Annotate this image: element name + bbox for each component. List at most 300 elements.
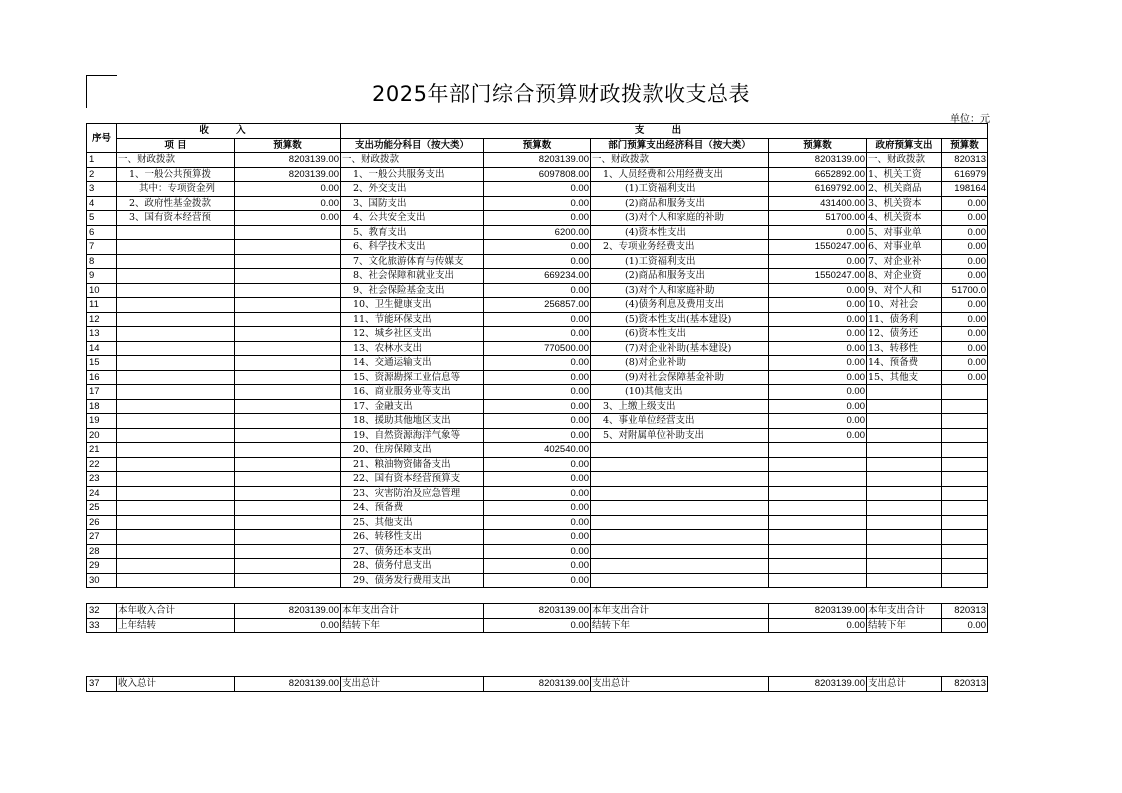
- row-number: 11: [87, 298, 117, 313]
- header-gov-amount: 预算数: [942, 138, 988, 153]
- func-item: 7、文化旅游体育与传媒支: [341, 254, 484, 269]
- income-amount: [235, 356, 341, 371]
- gov-item: 本年支出合计: [867, 604, 942, 619]
- income-item: [117, 501, 235, 516]
- row-number: 14: [87, 341, 117, 356]
- func-amount: 0.00: [484, 356, 591, 371]
- gov-item: [867, 501, 942, 516]
- func-amount: 0.00: [484, 457, 591, 472]
- income-item: [117, 443, 235, 458]
- gov-item: 15、其他支: [867, 370, 942, 385]
- table-row: [87, 573, 988, 588]
- income-item: [117, 399, 235, 414]
- func-item: 结转下年: [341, 618, 484, 633]
- gov-item: [867, 457, 942, 472]
- econ-amount: [769, 530, 867, 545]
- gov-amount: 820313: [942, 677, 988, 692]
- row-number: 32: [87, 604, 117, 619]
- gov-amount: 0.00: [942, 211, 988, 226]
- income-item: [117, 573, 235, 588]
- econ-amount: [769, 501, 867, 516]
- income-amount: [235, 269, 341, 284]
- income-item: [117, 327, 235, 342]
- func-amount: 0.00: [484, 501, 591, 516]
- row-number: 28: [87, 544, 117, 559]
- row-number: 21: [87, 443, 117, 458]
- income-amount: 8203139.00: [235, 167, 341, 182]
- gov-amount: 0.00: [942, 269, 988, 284]
- func-amount: 770500.00: [484, 341, 591, 356]
- row-number: 27: [87, 530, 117, 545]
- gov-item: [867, 443, 942, 458]
- econ-amount: [769, 472, 867, 487]
- table-row: [87, 269, 988, 284]
- income-amount: [235, 399, 341, 414]
- income-amount: [235, 472, 341, 487]
- func-amount: 0.00: [484, 515, 591, 530]
- econ-amount: 0.00: [769, 356, 867, 371]
- gov-amount: 0.00: [942, 240, 988, 255]
- row-number: 13: [87, 327, 117, 342]
- econ-item: 支出总计: [591, 677, 769, 692]
- table-body: [87, 124, 988, 588]
- gov-item: 5、对事业单: [867, 225, 942, 240]
- func-amount: 0.00: [484, 414, 591, 429]
- gov-amount: [942, 457, 988, 472]
- income-amount: [235, 501, 341, 516]
- econ-amount: 8203139.00: [769, 604, 867, 619]
- row-number: 8: [87, 254, 117, 269]
- income-item: [117, 269, 235, 284]
- row-number: 4: [87, 196, 117, 211]
- econ-amount: [769, 544, 867, 559]
- income-item: 收入总计: [117, 677, 235, 692]
- income-amount: 8203139.00: [235, 153, 341, 168]
- income-item: 其中：专项资金列: [117, 182, 235, 197]
- econ-item: (4)债务利息及费用支出: [591, 298, 769, 313]
- func-amount: 0.00: [484, 196, 591, 211]
- func-amount: 0.00: [484, 370, 591, 385]
- func-item: 23、灾害防治及应急管理: [341, 486, 484, 501]
- header-seq: 序号: [87, 124, 117, 153]
- gov-amount: 0.00: [942, 312, 988, 327]
- income-amount: [235, 225, 341, 240]
- econ-item: (10)其他支出: [591, 385, 769, 400]
- gov-item: 12、债务还: [867, 327, 942, 342]
- gov-item: 11、债务利: [867, 312, 942, 327]
- gov-item: 结转下年: [867, 618, 942, 633]
- income-item: [117, 559, 235, 574]
- func-item: 12、城乡社区支出: [341, 327, 484, 342]
- table-row: [87, 515, 988, 530]
- table-row: [87, 312, 988, 327]
- econ-item: [591, 457, 769, 472]
- func-amount: 0.00: [484, 327, 591, 342]
- func-item: 24、预备费: [341, 501, 484, 516]
- econ-item: [591, 486, 769, 501]
- gov-item: 8、对企业资: [867, 269, 942, 284]
- page-title: 2025年部门综合预算财政拨款收支总表: [372, 82, 750, 106]
- income-amount: [235, 341, 341, 356]
- income-item: 一、财政拨款: [117, 153, 235, 168]
- row-number: 26: [87, 515, 117, 530]
- func-item: 22、国有资本经营预算支: [341, 472, 484, 487]
- income-item: 3、国有资本经营预: [117, 211, 235, 226]
- gov-amount: [942, 501, 988, 516]
- row-number: 33: [87, 618, 117, 633]
- econ-item: [591, 515, 769, 530]
- gov-item: 4、机关资本: [867, 211, 942, 226]
- econ-amount: [769, 559, 867, 574]
- econ-amount: 8203139.00: [769, 153, 867, 168]
- func-amount: 0.00: [484, 385, 591, 400]
- income-amount: [235, 530, 341, 545]
- func-amount: 0.00: [484, 254, 591, 269]
- func-item: 支出总计: [341, 677, 484, 692]
- table-row: [87, 356, 988, 371]
- summary-table: [86, 603, 988, 633]
- income-amount: [235, 327, 341, 342]
- func-item: 8、社会保障和就业支出: [341, 269, 484, 284]
- income-item: [117, 225, 235, 240]
- econ-amount: 0.00: [769, 254, 867, 269]
- summary-row: [87, 618, 988, 633]
- econ-amount: 0.00: [769, 618, 867, 633]
- table-row: [87, 399, 988, 414]
- summary-body: [87, 604, 988, 633]
- table-row: [87, 182, 988, 197]
- income-amount: [235, 240, 341, 255]
- income-amount: 8203139.00: [235, 604, 341, 619]
- func-amount: 402540.00: [484, 443, 591, 458]
- income-amount: [235, 443, 341, 458]
- econ-item: [591, 501, 769, 516]
- row-number: 30: [87, 573, 117, 588]
- econ-amount: [769, 486, 867, 501]
- econ-item: (3)对个人和家庭的补助: [591, 211, 769, 226]
- func-item: 3、国防支出: [341, 196, 484, 211]
- func-item: 29、债务发行费用支出: [341, 573, 484, 588]
- func-item: 6、科学技术支出: [341, 240, 484, 255]
- gov-item: 13、转移性: [867, 341, 942, 356]
- gov-item: 10、对社会: [867, 298, 942, 313]
- header-income-budget: 预算数: [235, 138, 341, 153]
- income-amount: [235, 573, 341, 588]
- func-amount: 669234.00: [484, 269, 591, 284]
- row-number: 19: [87, 414, 117, 429]
- gov-amount: [942, 472, 988, 487]
- row-number: 6: [87, 225, 117, 240]
- income-item: 本年收入合计: [117, 604, 235, 619]
- summary-row: [87, 604, 988, 619]
- table-row: [87, 196, 988, 211]
- table-row: [87, 341, 988, 356]
- gov-amount: 616979: [942, 167, 988, 182]
- income-amount: [235, 515, 341, 530]
- gov-item: [867, 573, 942, 588]
- gov-amount: [942, 515, 988, 530]
- econ-amount: 8203139.00: [769, 677, 867, 692]
- table-row: [87, 240, 988, 255]
- func-item: 13、农林水支出: [341, 341, 484, 356]
- table-row: [87, 457, 988, 472]
- func-item: 10、卫生健康支出: [341, 298, 484, 313]
- income-amount: 8203139.00: [235, 677, 341, 692]
- income-amount: [235, 298, 341, 313]
- func-item: 5、教育支出: [341, 225, 484, 240]
- income-item: [117, 515, 235, 530]
- gov-amount: [942, 399, 988, 414]
- func-amount: 0.00: [484, 472, 591, 487]
- func-amount: 0.00: [484, 182, 591, 197]
- gov-amount: [942, 414, 988, 429]
- row-number: 16: [87, 370, 117, 385]
- econ-item: (2)商品和服务支出: [591, 269, 769, 284]
- econ-item: [591, 573, 769, 588]
- econ-item: (3)对个人和家庭补助: [591, 283, 769, 298]
- econ-item: 一、财政拨款: [591, 153, 769, 168]
- gov-item: 2、机关商品: [867, 182, 942, 197]
- econ-item: 2、专项业务经费支出: [591, 240, 769, 255]
- func-item: 21、粮油物资储备支出: [341, 457, 484, 472]
- gov-item: 1、机关工资: [867, 167, 942, 182]
- header-dept-econ: 部门预算支出经济科目（按大类）: [591, 138, 769, 153]
- gov-amount: 820313: [942, 604, 988, 619]
- func-amount: 0.00: [484, 559, 591, 574]
- econ-amount: 431400.00: [769, 196, 867, 211]
- func-amount: 8203139.00: [484, 604, 591, 619]
- econ-amount: 0.00: [769, 428, 867, 443]
- func-amount: 0.00: [484, 283, 591, 298]
- gov-item: [867, 486, 942, 501]
- income-item: 2、政府性基金拨款: [117, 196, 235, 211]
- econ-item: (9)对社会保障基金补助: [591, 370, 769, 385]
- econ-amount: [769, 443, 867, 458]
- econ-amount: 6169792.00: [769, 182, 867, 197]
- econ-item: (1)工资福利支出: [591, 182, 769, 197]
- econ-item: (5)资本性支出(基本建设): [591, 312, 769, 327]
- income-item: [117, 370, 235, 385]
- table-row: [87, 544, 988, 559]
- gov-item: [867, 544, 942, 559]
- func-item: 25、其他支出: [341, 515, 484, 530]
- func-amount: 0.00: [484, 573, 591, 588]
- gov-item: [867, 530, 942, 545]
- econ-item: 4、事业单位经营支出: [591, 414, 769, 429]
- header-income-item: 项 目: [117, 138, 235, 153]
- income-amount: 0.00: [235, 196, 341, 211]
- econ-item: 1、人员经费和公用经费支出: [591, 167, 769, 182]
- func-item: 20、住房保障支出: [341, 443, 484, 458]
- income-amount: [235, 414, 341, 429]
- gov-item: [867, 399, 942, 414]
- table-row: [87, 559, 988, 574]
- econ-item: [591, 544, 769, 559]
- row-number: 22: [87, 457, 117, 472]
- table-row: [87, 370, 988, 385]
- header-gov-budget: 政府预算支出: [867, 138, 942, 153]
- gov-amount: 0.00: [942, 225, 988, 240]
- func-amount: 256857.00: [484, 298, 591, 313]
- table-row: [87, 211, 988, 226]
- budget-table: [86, 123, 988, 588]
- econ-amount: 1550247.00: [769, 269, 867, 284]
- income-item: [117, 385, 235, 400]
- gov-amount: 51700.0: [942, 283, 988, 298]
- income-item: [117, 298, 235, 313]
- econ-item: 结转下年: [591, 618, 769, 633]
- gov-item: 一、财政拨款: [867, 153, 942, 168]
- gov-item: 7、对企业补: [867, 254, 942, 269]
- row-number: 7: [87, 240, 117, 255]
- total-body: [87, 677, 988, 692]
- econ-item: (6)资本性支出: [591, 327, 769, 342]
- func-item: 18、援助其他地区支出: [341, 414, 484, 429]
- gov-amount: [942, 530, 988, 545]
- unit-label: 单位：元: [950, 114, 990, 125]
- econ-amount: 0.00: [769, 341, 867, 356]
- income-amount: [235, 254, 341, 269]
- econ-amount: 0.00: [769, 399, 867, 414]
- row-number: 15: [87, 356, 117, 371]
- row-number: 9: [87, 269, 117, 284]
- econ-amount: 0.00: [769, 327, 867, 342]
- income-item: [117, 486, 235, 501]
- gov-item: 支出总计: [867, 677, 942, 692]
- gov-amount: [942, 385, 988, 400]
- econ-item: (1)工资福利支出: [591, 254, 769, 269]
- row-number: 18: [87, 399, 117, 414]
- func-amount: 6200.00: [484, 225, 591, 240]
- gov-amount: 0.00: [942, 196, 988, 211]
- row-number: 20: [87, 428, 117, 443]
- func-amount: 0.00: [484, 486, 591, 501]
- econ-amount: 0.00: [769, 385, 867, 400]
- econ-amount: 0.00: [769, 414, 867, 429]
- econ-item: (7)对企业补助(基本建设): [591, 341, 769, 356]
- income-item: 上年结转: [117, 618, 235, 633]
- func-item: 1、一般公共服务支出: [341, 167, 484, 182]
- income-amount: [235, 559, 341, 574]
- row-number: 17: [87, 385, 117, 400]
- income-item: [117, 254, 235, 269]
- table-row: [87, 225, 988, 240]
- gov-item: 6、对事业单: [867, 240, 942, 255]
- header-func-budget: 预算数: [484, 138, 591, 153]
- gov-item: 14、预备费: [867, 356, 942, 371]
- func-amount: 0.00: [484, 530, 591, 545]
- income-item: [117, 457, 235, 472]
- func-item: 4、公共安全支出: [341, 211, 484, 226]
- gov-item: [867, 515, 942, 530]
- income-amount: [235, 312, 341, 327]
- gov-item: [867, 414, 942, 429]
- gov-amount: 198164: [942, 182, 988, 197]
- income-amount: [235, 457, 341, 472]
- func-amount: 0.00: [484, 544, 591, 559]
- econ-amount: 0.00: [769, 370, 867, 385]
- econ-item: (4)资本性支出: [591, 225, 769, 240]
- econ-amount: [769, 457, 867, 472]
- func-amount: 8203139.00: [484, 153, 591, 168]
- func-item: 2、外交支出: [341, 182, 484, 197]
- gov-amount: [942, 486, 988, 501]
- income-amount: 0.00: [235, 211, 341, 226]
- table-row: [87, 486, 988, 501]
- gov-amount: 0.00: [942, 327, 988, 342]
- table-row: [87, 298, 988, 313]
- row-number: 25: [87, 501, 117, 516]
- econ-item: 3、上缴上级支出: [591, 399, 769, 414]
- row-number: 12: [87, 312, 117, 327]
- header-econ-budget: 预算数: [769, 138, 867, 153]
- row-number: 2: [87, 167, 117, 182]
- econ-amount: 0.00: [769, 225, 867, 240]
- income-item: [117, 356, 235, 371]
- income-amount: 0.00: [235, 618, 341, 633]
- econ-item: [591, 559, 769, 574]
- header-row-1: [87, 124, 988, 139]
- header-expense: 支 出: [341, 124, 988, 139]
- gov-amount: 0.00: [942, 298, 988, 313]
- gov-item: 9、对个人和: [867, 283, 942, 298]
- gov-item: [867, 472, 942, 487]
- econ-amount: 1550247.00: [769, 240, 867, 255]
- gov-amount: [942, 573, 988, 588]
- gov-amount: 0.00: [942, 341, 988, 356]
- econ-item: [591, 530, 769, 545]
- table-row: [87, 472, 988, 487]
- row-number: 23: [87, 472, 117, 487]
- econ-item: [591, 443, 769, 458]
- econ-item: (8)对企业补助: [591, 356, 769, 371]
- income-amount: [235, 385, 341, 400]
- income-item: [117, 341, 235, 356]
- func-amount: 0.00: [484, 399, 591, 414]
- header-func-class: 支出功能分科目（按大类）: [341, 138, 484, 153]
- gov-amount: [942, 428, 988, 443]
- gov-amount: 0.00: [942, 356, 988, 371]
- func-amount: 0.00: [484, 240, 591, 255]
- income-amount: [235, 283, 341, 298]
- income-item: [117, 472, 235, 487]
- gov-item: 3、机关资本: [867, 196, 942, 211]
- func-amount: 6097808.00: [484, 167, 591, 182]
- econ-amount: [769, 515, 867, 530]
- econ-amount: 51700.00: [769, 211, 867, 226]
- gov-amount: 820313: [942, 153, 988, 168]
- gov-amount: [942, 443, 988, 458]
- econ-amount: 6652892.00: [769, 167, 867, 182]
- func-item: 9、社会保险基金支出: [341, 283, 484, 298]
- gov-item: [867, 428, 942, 443]
- income-item: [117, 530, 235, 545]
- table-row: [87, 443, 988, 458]
- econ-amount: [769, 573, 867, 588]
- func-item: 17、金融支出: [341, 399, 484, 414]
- func-amount: 8203139.00: [484, 677, 591, 692]
- func-amount: 0.00: [484, 211, 591, 226]
- row-number: 5: [87, 211, 117, 226]
- row-number: 24: [87, 486, 117, 501]
- table-row: [87, 501, 988, 516]
- func-item: 14、交通运输支出: [341, 356, 484, 371]
- func-item: 11、节能环保支出: [341, 312, 484, 327]
- income-item: 1、一般公共预算拨: [117, 167, 235, 182]
- func-item: 26、转移性支出: [341, 530, 484, 545]
- row-number: 1: [87, 153, 117, 168]
- func-item: 16、商业服务业等支出: [341, 385, 484, 400]
